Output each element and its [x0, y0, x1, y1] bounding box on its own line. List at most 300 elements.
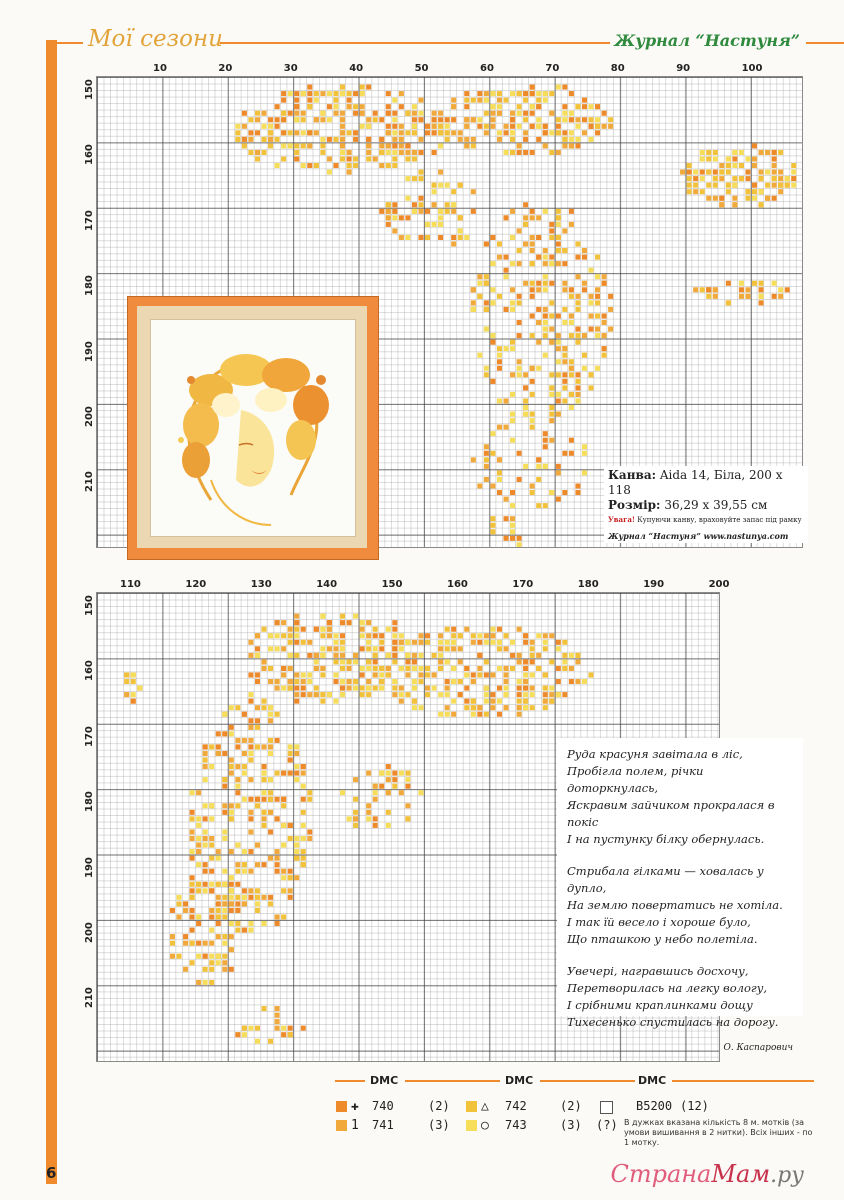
stitch: [360, 111, 365, 116]
stitch: [464, 117, 469, 122]
stitch: [556, 679, 561, 684]
stitch: [530, 672, 535, 677]
stitch: [562, 248, 567, 253]
stitch: [222, 941, 227, 946]
stitch: [275, 104, 280, 109]
legend-dmc-header: DMC: [638, 1074, 667, 1087]
stitch: [386, 143, 391, 148]
stitch: [778, 183, 783, 188]
stitch: [412, 111, 417, 116]
stitch: [333, 653, 338, 658]
stitch: [523, 398, 528, 403]
stitch: [203, 862, 208, 867]
stitch: [386, 790, 391, 795]
stitch: [562, 228, 567, 233]
stitch: [242, 888, 247, 893]
photo-canvas: [150, 319, 356, 537]
stitch: [458, 130, 463, 135]
header-rule-middle: [220, 42, 610, 44]
stitch: [523, 215, 528, 220]
stitch: [386, 627, 391, 632]
stitch: [693, 170, 698, 175]
count-b5200: (12): [680, 1099, 709, 1113]
stitch: [589, 300, 594, 305]
poem-author: О. Каспарович: [723, 1043, 793, 1053]
stitch: [203, 764, 208, 769]
stitch: [268, 751, 273, 756]
stitch: [255, 117, 260, 122]
stitch: [262, 790, 267, 795]
stitch: [386, 202, 391, 207]
stitch: [340, 790, 345, 795]
stitch: [176, 901, 181, 906]
stitch: [772, 176, 777, 181]
stitch: [412, 705, 417, 710]
y-tick-label: 210: [84, 471, 95, 493]
stitch: [510, 523, 515, 528]
stitch: [543, 640, 548, 645]
stitch: [680, 170, 685, 175]
stitch: [503, 268, 508, 273]
y-tick-label: 200: [84, 406, 95, 427]
stitch: [490, 261, 495, 266]
stitch: [503, 215, 508, 220]
stitch: [713, 176, 718, 181]
stitch: [373, 111, 378, 116]
stitch: [203, 980, 208, 985]
stitch: [445, 130, 450, 135]
stitch: [386, 130, 391, 135]
stitch: [294, 653, 299, 658]
stitch: [589, 104, 594, 109]
stitch: [301, 692, 306, 697]
stitch: [216, 895, 221, 900]
stitch: [602, 124, 607, 129]
stitch: [549, 111, 554, 116]
stitch: [366, 124, 371, 129]
stitch: [405, 784, 410, 789]
stitch: [229, 875, 234, 880]
stitch: [405, 156, 410, 161]
stitch: [275, 633, 280, 638]
stitch: [242, 124, 247, 129]
stitch: [209, 744, 214, 749]
material-info: [604, 466, 808, 543]
stitch: [752, 156, 757, 161]
stitch: [445, 646, 450, 651]
stitch: [556, 359, 561, 364]
stitch: [340, 633, 345, 638]
stitch: [281, 98, 286, 103]
watermark-part: Страна: [610, 1160, 712, 1188]
stitch: [229, 764, 234, 769]
stitch: [582, 98, 587, 103]
poem-line: На землю повертатись не хотіла.: [567, 898, 783, 912]
stitch: [752, 189, 757, 194]
stitch: [307, 692, 312, 697]
stitch: [726, 300, 731, 305]
stitch: [360, 692, 365, 697]
stitch: [405, 196, 410, 201]
stitch: [706, 196, 711, 201]
stitch: [477, 653, 482, 658]
stitch: [556, 248, 561, 253]
stitch: [503, 497, 508, 502]
swatch-742: [466, 1101, 477, 1112]
stitch: [490, 516, 495, 521]
stitch: [347, 816, 352, 821]
stitch: [772, 150, 777, 155]
stitch: [503, 672, 508, 677]
stitch: [745, 176, 750, 181]
stitch: [471, 117, 476, 122]
stitch: [752, 143, 757, 148]
stitch: [248, 895, 253, 900]
stitch: [549, 438, 554, 443]
stitch: [222, 954, 227, 959]
stitch: [379, 672, 384, 677]
stitch: [340, 111, 345, 116]
stitch: [562, 653, 567, 658]
stitch: [275, 862, 280, 867]
stitch: [386, 150, 391, 155]
x-tick-label: 110: [120, 579, 141, 590]
stitch: [490, 699, 495, 704]
stitch: [536, 503, 541, 508]
stitch: [216, 908, 221, 913]
stitch: [562, 359, 567, 364]
stitch: [294, 679, 299, 684]
stitch: [235, 777, 240, 782]
stitch: [209, 816, 214, 821]
stitch: [301, 862, 306, 867]
stitch: [477, 91, 482, 96]
stitch: [726, 281, 731, 286]
stitch: [562, 307, 567, 312]
stitch: [575, 379, 580, 384]
stitch: [281, 620, 286, 625]
stitch: [294, 104, 299, 109]
stitch: [183, 901, 188, 906]
stitch: [693, 189, 698, 194]
stitch: [248, 725, 253, 730]
stitch: [288, 666, 293, 671]
stitch: [255, 111, 260, 116]
stitch: [360, 646, 365, 651]
stitch: [530, 248, 535, 253]
stitch: [216, 751, 221, 756]
stitch: [484, 111, 489, 116]
stitch: [209, 764, 214, 769]
stitch: [190, 836, 195, 841]
stitch: [569, 666, 574, 671]
stitch: [772, 281, 777, 286]
stitch: [445, 137, 450, 142]
stitch: [379, 633, 384, 638]
stitch: [549, 255, 554, 260]
stitch: [386, 91, 391, 96]
stitch: [183, 934, 188, 939]
stitch: [759, 150, 764, 155]
stitch: [595, 333, 600, 338]
stitch: [484, 457, 489, 462]
poem-line: Яскравим зайчиком прокралася в покіс: [567, 798, 775, 829]
stitch: [503, 98, 508, 103]
stitch: [281, 771, 286, 776]
code-742: 742: [505, 1099, 527, 1113]
stitch: [464, 699, 469, 704]
y-tick-label: 150: [84, 79, 95, 100]
stitch: [523, 405, 528, 410]
stitch: [595, 124, 600, 129]
stitch: [562, 353, 567, 358]
stitch: [490, 692, 495, 697]
stitch: [536, 287, 541, 292]
stitch: [288, 771, 293, 776]
poem-line: І срібними краплинками дощу: [567, 998, 753, 1012]
stitch: [405, 672, 410, 677]
stitch: [464, 143, 469, 148]
stitch: [301, 627, 306, 632]
stitch: [517, 679, 522, 684]
stitch: [288, 823, 293, 828]
stitch: [471, 209, 476, 214]
stitch: [386, 111, 391, 116]
stitch: [281, 130, 286, 135]
stitch: [262, 810, 267, 815]
stitch: [484, 98, 489, 103]
stitch: [124, 679, 129, 684]
stitch: [268, 895, 273, 900]
stitch: [242, 895, 247, 900]
stitch: [294, 150, 299, 155]
stitch: [235, 744, 240, 749]
stitch: [301, 810, 306, 815]
stitch: [543, 91, 548, 96]
stitch: [536, 666, 541, 671]
stitch: [418, 790, 423, 795]
stitch: [477, 294, 482, 299]
stitch: [510, 666, 515, 671]
stitch: [503, 666, 508, 671]
stitch: [248, 777, 253, 782]
stitch: [353, 130, 358, 135]
stitch: [687, 189, 692, 194]
stitch: [451, 666, 456, 671]
stitch: [432, 222, 437, 227]
stitch: [530, 483, 535, 488]
stitch: [203, 954, 208, 959]
stitch: [484, 464, 489, 469]
stitch: [235, 882, 240, 887]
stitch: [575, 340, 580, 345]
stitch: [602, 281, 607, 286]
stitch: [765, 196, 770, 201]
stitch: [451, 209, 456, 214]
stitch: [418, 150, 423, 155]
stitch: [235, 705, 240, 710]
stitch: [477, 483, 482, 488]
stitch: [556, 242, 561, 247]
stitch: [347, 150, 352, 155]
stitch: [562, 398, 567, 403]
stitch: [347, 104, 352, 109]
stitch: [190, 895, 195, 900]
x-tick-label: 160: [447, 579, 468, 590]
stitch: [517, 712, 522, 717]
stitch: [268, 137, 273, 142]
stitch: [320, 633, 325, 638]
stitch: [333, 163, 338, 168]
stitch: [294, 764, 299, 769]
stitch: [301, 764, 306, 769]
stitch: [248, 849, 253, 854]
stitch: [255, 672, 260, 677]
stitch: [425, 235, 430, 240]
stitch: [196, 980, 201, 985]
stitch: [203, 869, 208, 874]
stitch: [242, 751, 247, 756]
stitch: [562, 111, 567, 116]
stitch: [497, 425, 502, 430]
stitch: [445, 686, 450, 691]
stitch: [530, 111, 535, 116]
stitch: [556, 261, 561, 266]
stitch: [320, 627, 325, 632]
stitch: [418, 679, 423, 684]
y-tick-label: 170: [84, 209, 95, 231]
stitch: [320, 699, 325, 704]
stitch: [569, 366, 574, 371]
stitch: [353, 91, 358, 96]
stitch: [778, 294, 783, 299]
stitch: [275, 1019, 280, 1024]
stitch: [268, 810, 273, 815]
stitch: [405, 130, 410, 135]
stitch: [353, 816, 358, 821]
stitch: [543, 333, 548, 338]
stitch: [255, 646, 260, 651]
stitch: [229, 731, 234, 736]
stitch: [497, 477, 502, 482]
stitch: [366, 640, 371, 645]
stitch: [438, 215, 443, 220]
stitch: [412, 202, 417, 207]
stitch: [490, 117, 495, 122]
x-tick-label: 10: [153, 63, 167, 74]
stitch: [399, 790, 404, 795]
stitch: [772, 170, 777, 175]
stitch: [327, 117, 332, 122]
stitch: [549, 130, 554, 135]
stitch: [693, 183, 698, 188]
stitch: [203, 888, 208, 893]
stitch: [190, 849, 195, 854]
stitch: [562, 640, 567, 645]
stitch: [366, 150, 371, 155]
stitch: [517, 372, 522, 377]
stitch: [517, 366, 522, 371]
stitch: [183, 908, 188, 913]
stitch: [320, 672, 325, 677]
stitch: [235, 803, 240, 808]
y-tick-label: 200: [84, 922, 95, 943]
stitch: [530, 209, 535, 214]
stitch: [209, 803, 214, 808]
stitch: [471, 287, 476, 292]
stitch: [477, 124, 482, 129]
stitch: [687, 163, 692, 168]
stitch: [320, 692, 325, 697]
stitch: [373, 797, 378, 802]
stitch: [608, 117, 613, 122]
stitch: [536, 137, 541, 142]
stitch: [490, 523, 495, 528]
stitch: [216, 731, 221, 736]
stitch: [458, 646, 463, 651]
poem-line: І на пустунку білку обернулась.: [567, 832, 765, 846]
stitch: [739, 281, 744, 286]
stitch: [392, 627, 397, 632]
stitch: [523, 666, 528, 671]
stanza-1: [567, 746, 793, 848]
stitch: [176, 914, 181, 919]
stitch: [752, 163, 757, 168]
stitch: [517, 705, 522, 710]
stitch: [222, 777, 227, 782]
stitch: [360, 104, 365, 109]
stitch: [589, 327, 594, 332]
stitch: [438, 117, 443, 122]
stitch: [333, 98, 338, 103]
stitch: [301, 130, 306, 135]
stitch: [575, 372, 580, 377]
stitch: [386, 764, 391, 769]
stitch: [353, 797, 358, 802]
stitch: [281, 803, 286, 808]
stitch: [301, 163, 306, 168]
stitch: [556, 85, 561, 90]
stitch: [464, 124, 469, 129]
stitch: [418, 666, 423, 671]
stitch: [582, 281, 587, 286]
stitch: [196, 914, 201, 919]
stitch: [575, 392, 580, 397]
stitch: [209, 954, 214, 959]
stitch: [536, 281, 541, 286]
stitch: [203, 777, 208, 782]
stitch: [458, 692, 463, 697]
stitch: [255, 895, 260, 900]
stitch: [301, 856, 306, 861]
stitch: [275, 679, 280, 684]
stitch: [523, 117, 528, 122]
stitch: [582, 287, 587, 292]
stitch: [530, 379, 535, 384]
stitch: [706, 150, 711, 155]
stitch: [503, 130, 508, 135]
stitch: [314, 117, 319, 122]
stitch: [484, 327, 489, 332]
stitch: [490, 529, 495, 534]
stitch: [752, 281, 757, 286]
x-tick-label: 50: [414, 63, 429, 74]
stitch: [222, 934, 227, 939]
stitch: [732, 183, 737, 188]
stitch: [510, 124, 515, 129]
stitch: [399, 686, 404, 691]
stitch: [543, 287, 548, 292]
